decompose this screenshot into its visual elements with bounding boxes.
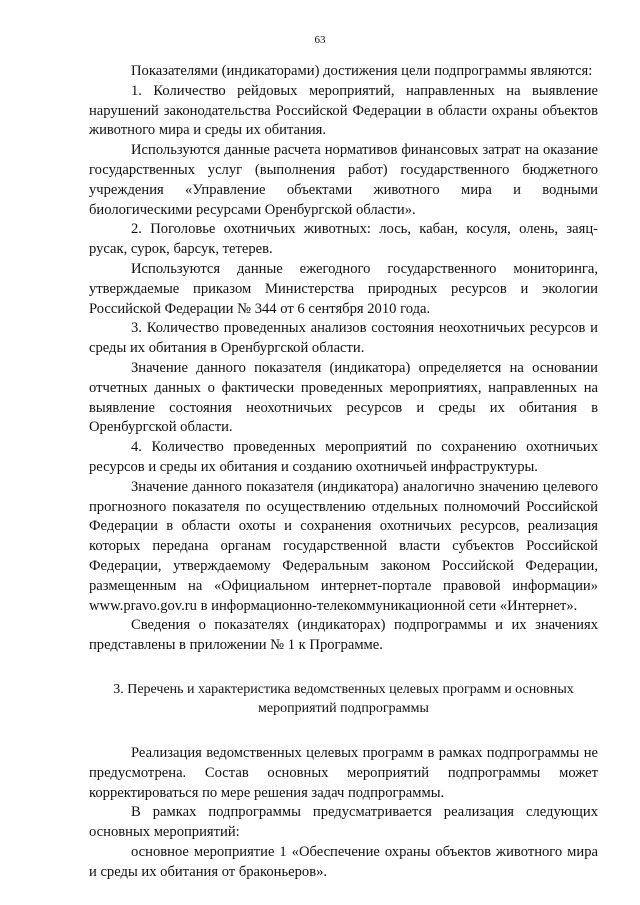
paragraph-indicator-3-source: Значение данного показателя (индикатора) определяется на основании отчетных данных о фактически проведенных мероприятиях, направленных на выявление состояния неохотничьих ресурсов и среды их обитания в Оренбургской области.	[89, 359, 598, 436]
paragraph-main-activities-intro: В рамках подпрограммы предусматривается реализация следующих основных мероприятий:	[89, 804, 598, 841]
paragraph-indicator-4-source: Значение данного показателя (индикатора) аналогично значению целевого прогнозного показателя по осуществлению отдельных полномочий Российской Федерации в области охоты и сохранения охотничьих ресурсов, реализация которых передана органам государственной власти субъектов Российской Федерации, утверждаемому Федеральным законом Российской Федерации, размещенным на «Официальном интернет-портале правовой информации» www.pravo.gov.ru в информационно-телекоммуникационной сети «Интернет».	[89, 478, 598, 614]
section-heading	[89, 680, 598, 718]
paragraph-programs-not-planned: Реализация ведомственных целевых программ в рамках подпрограммы не предусмотрена. Состав основных мероприятий подпрограммы может корректироваться по мере решения задач подпрограммы.	[89, 744, 598, 801]
paragraph-indicator-1-source: Используются данные расчета нормативов финансовых затрат на оказание государственных услуг (выполнения работ) государственного бюджетного учреждения «Управление объектами животного мира и водными биологическими ресурсами Оренбургской области».	[89, 142, 598, 218]
page-number: 63	[314, 34, 326, 46]
paragraph-indicator-4: 4. Количество проведенных мероприятий по сохранению охотничьих ресурсов и среды их обитания и созданию охотничьей инфраструктуры.	[89, 439, 598, 475]
section-spacer	[89, 718, 598, 744]
paragraph-indicator-2-source: Используются данные ежегодного государственного мониторинга, утверждаемые приказом Министерства природных ресурсов и экологии Российской Федерации № 344 от 6 сентября 2010 года.	[89, 260, 598, 317]
paragraph-indicator-1: 1. Количество рейдовых мероприятий, направленных на выявление нарушений законодательства Российской Федерации в области охраны объектов животного мира и среды их обитания.	[89, 82, 598, 139]
paragraph-indicator-2: 2. Поголовье охотничьих животных: лось, кабан, косуля, олень, заяц-русак, сурок, барсук, тетерев.	[89, 221, 598, 258]
document-body	[89, 62, 598, 882]
paragraph-main-activity-1: основное мероприятие 1 «Обеспечение охраны объектов животного мира и среды их обитания от браконьеров».	[89, 843, 598, 880]
paragraph-indicators-intro: Показателями (индикаторами) достижения цели подпрограммы являются:	[131, 63, 593, 79]
paragraph-indicators-appendix: Сведения о показателях (индикаторах) подпрограммы и их значениях представлены в приложении № 1 к Программе.	[89, 617, 598, 654]
paragraph-indicator-3: 3. Количество проведенных анализов состояния неохотничьих ресурсов и среды их обитания в Оренбургской области.	[89, 320, 598, 357]
section-heading-line-2: мероприятий подпрограммы	[258, 700, 429, 716]
section-heading-line-1: 3. Перечень и характеристика ведомственных целевых программ и основных	[113, 681, 574, 697]
